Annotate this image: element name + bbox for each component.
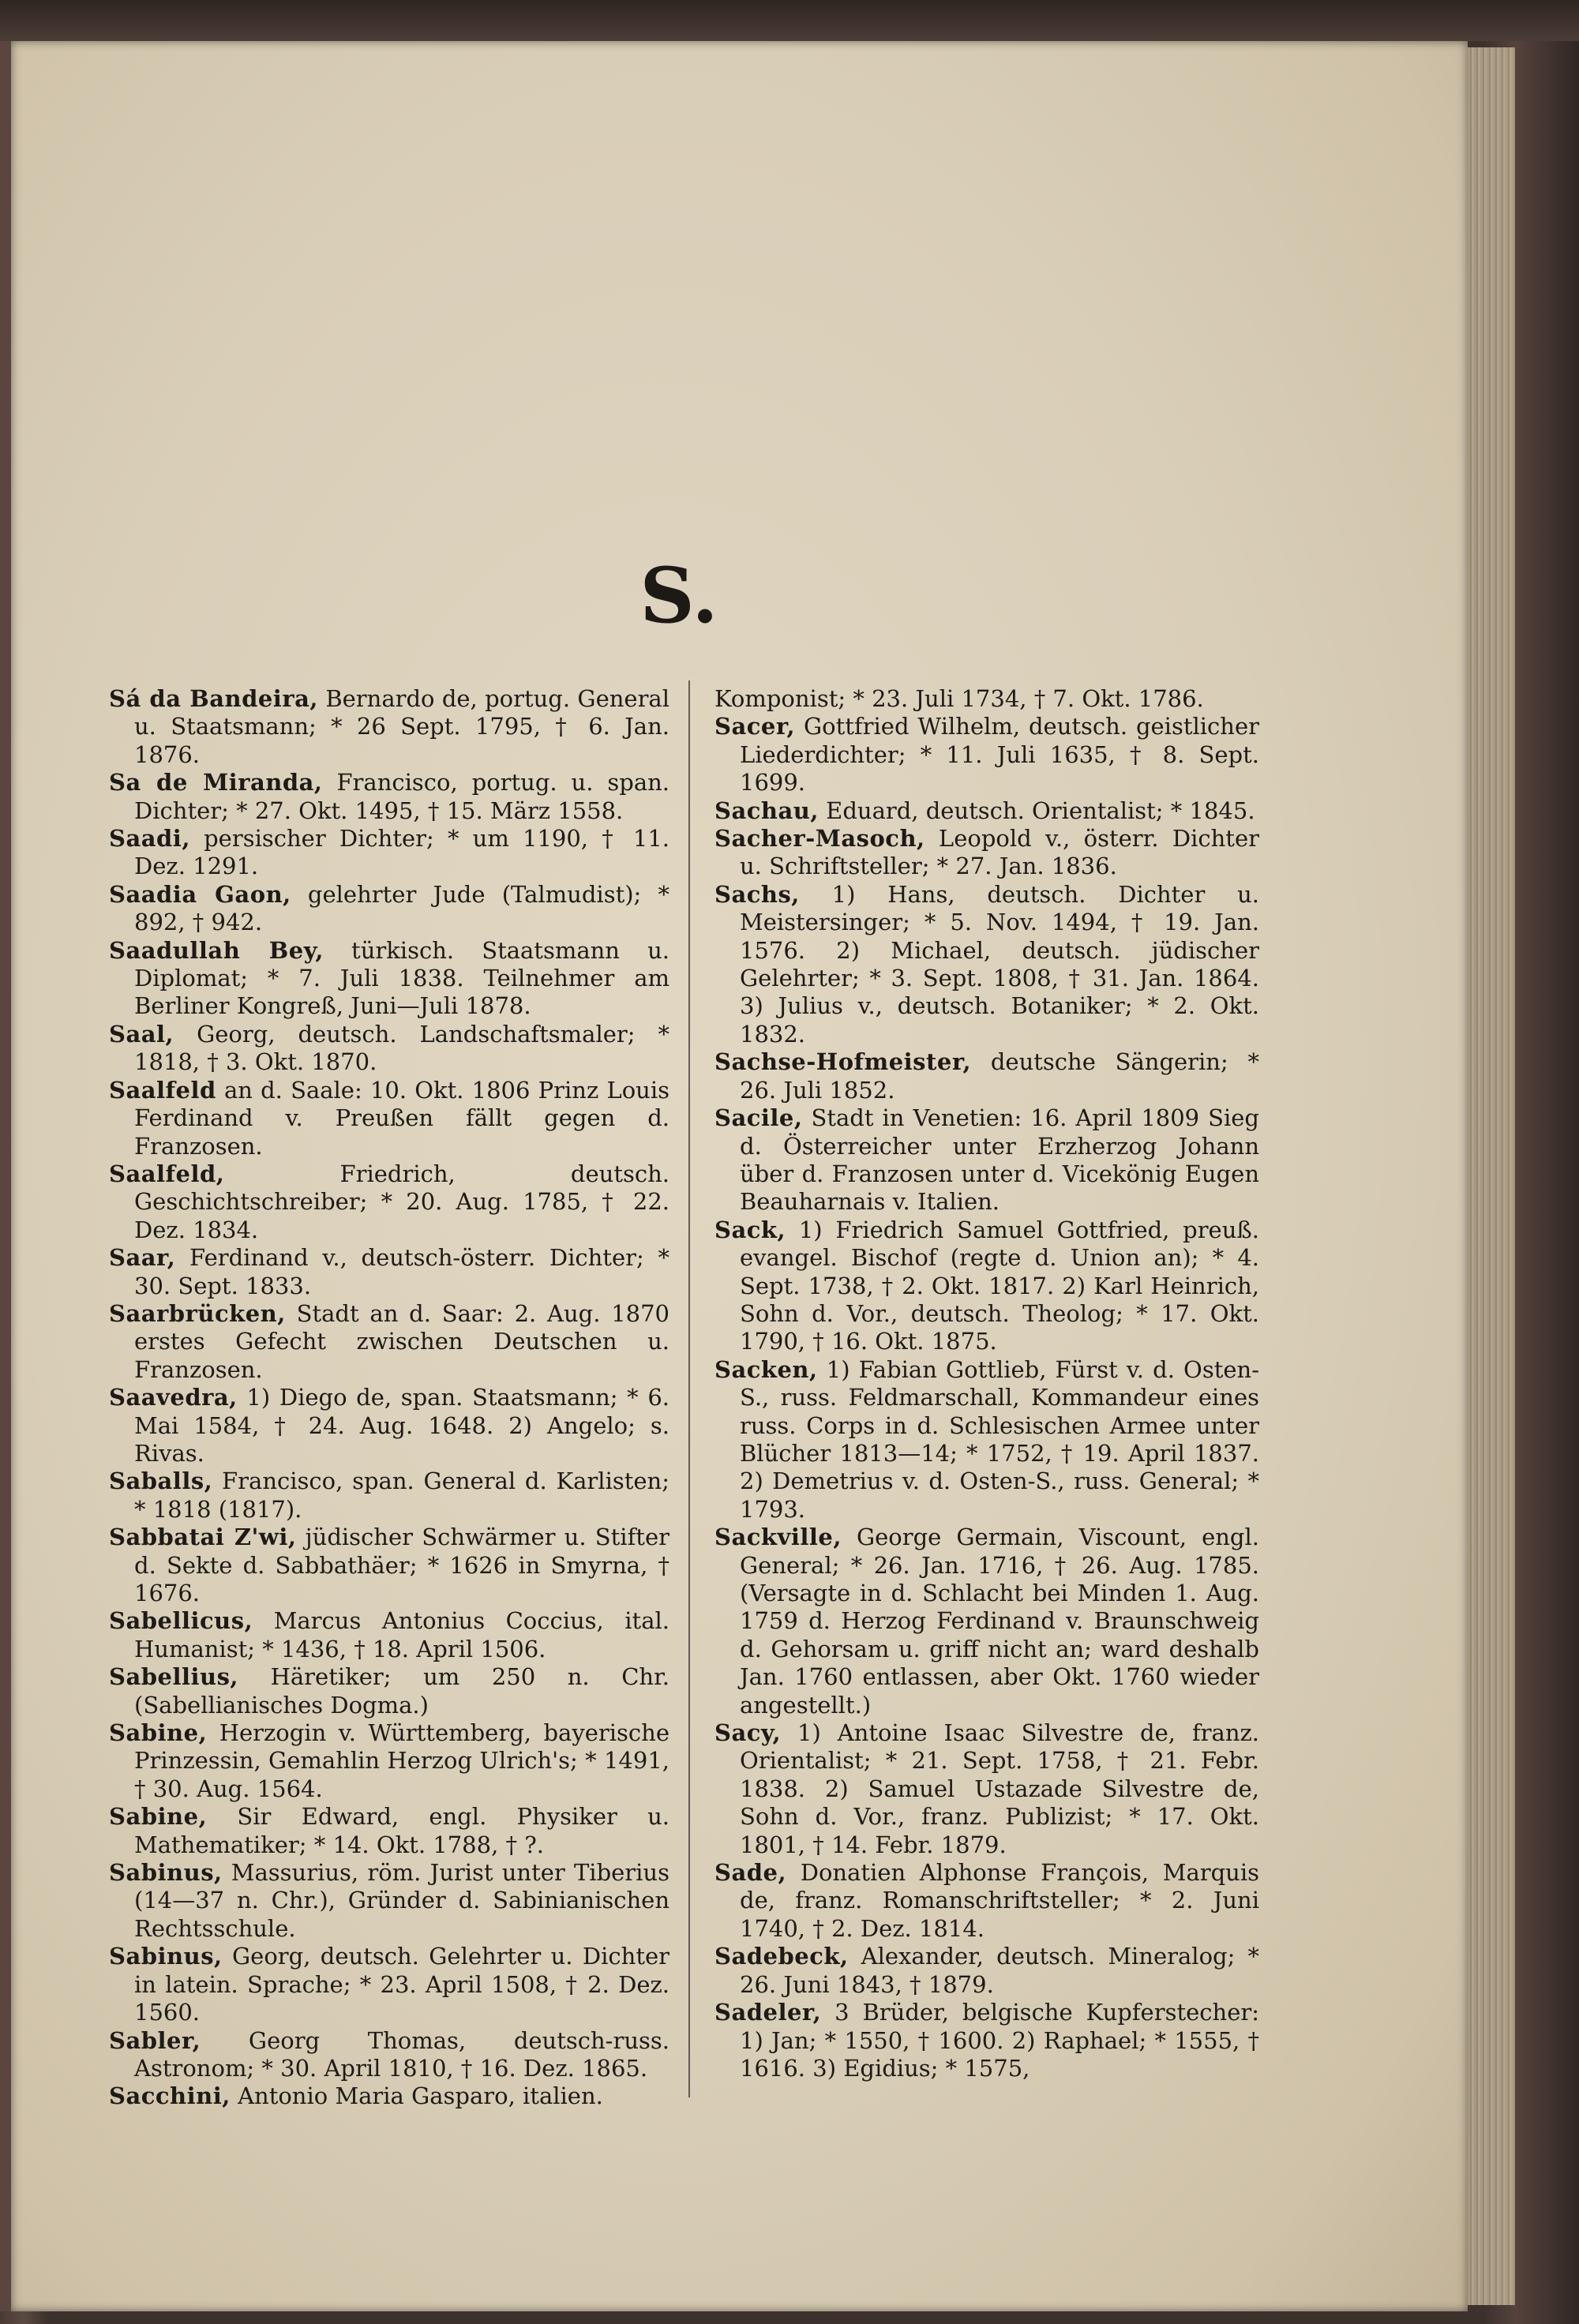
dictionary-entry (714, 797, 1259, 825)
entry-text: Georg Thomas, deutsch-russ. Astronom; * 30. April 1810, † 16. Dez. 1865. (134, 2026, 669, 2082)
entry-headword: Sadeler, (714, 1999, 822, 2026)
dictionary-entry (109, 2082, 669, 2110)
dictionary-entry (714, 1104, 1259, 1216)
section-letter: S. (639, 551, 718, 640)
entry-headword: Sacer, (714, 713, 796, 740)
entry-headword: Sabinus, (109, 1859, 223, 1887)
dictionary-entry (714, 825, 1259, 881)
entry-headword: Sacken, (714, 1355, 818, 1383)
entry-headword: Saalfeld (109, 1076, 216, 1104)
entry-text: 1) Fabian Gottlieb, Fürst v. d. Osten-S., russ. Feldmarschall, Kommandeur eines russ. Corps in d. Schlesischen Armee unter Blücher 1813—14; * 1752, † 19. April 1837. 2) Demetrius v. d. Osten-S., russ. General; * 1793. (740, 1355, 1259, 1523)
dictionary-entry (109, 1160, 669, 1244)
dictionary-entry (109, 1719, 669, 1803)
entry-headword: Saarbrücken, (109, 1299, 286, 1327)
dictionary-entry (109, 1943, 669, 2026)
entry-headword: Sackville, (714, 1524, 842, 1551)
entry-headword: Saadia Gaon, (109, 880, 291, 908)
dictionary-entry (109, 1077, 669, 1160)
entry-text: Alexander, deutsch. Mineralog; * 26. Juni 1843, † 1879. (740, 1943, 1259, 1998)
entry-headword: Sacchini, (109, 2082, 231, 2110)
entry-headword: Sachau, (714, 797, 819, 824)
entry-text: gelehrter Jude (Talmudist); * 892, † 942. (134, 880, 669, 936)
right-column (714, 685, 1259, 2082)
entry-text: Marcus Antonius Coccius, ital. Humanist; * 1436, † 18. April 1506. (134, 1607, 669, 1662)
dictionary-entry (109, 1803, 669, 1859)
entry-text: Massurius, röm. Jurist unter Tiberius (14—37 n. Chr.), Gründer d. Sabinianischen Rechtsschule. (134, 1859, 669, 1942)
dictionary-entry (714, 713, 1259, 797)
entry-headword: Sa de Miranda, (109, 769, 323, 797)
dictionary-entry (714, 1524, 1259, 1719)
entry-text: Georg, deutsch. Gelehrter u. Dichter in latein. Sprache; * 23. April 1508, † 2. Dez. 1560. (134, 1943, 669, 2026)
entry-headword: Saballs, (109, 1467, 213, 1495)
dictionary-entry (109, 1300, 669, 1384)
page-stack-edge (1468, 47, 1515, 2305)
entry-text: George Germain, Viscount, engl. General; * 26. Jan. 1716, † 26. Aug. 1785. (Versagte in d. Schlacht bei Minden 1. Aug. 1759 d. Herzog Ferdinand v. Braunschweig d. Gehorsam u. griff nicht an; ward deshalb Jan. 1760 entlassen, aber Okt. 1760 wieder angestellt.) (740, 1524, 1259, 1719)
entry-headword: Sabine, (109, 1803, 208, 1831)
entry-headword: Sabinus, (109, 1943, 223, 1970)
entry-text: Francisco, span. General d. Karlisten; * 1818 (1817). (134, 1467, 669, 1523)
dictionary-entry (109, 685, 669, 769)
entry-text: jüdischer Schwärmer u. Stifter d. Sekte d. Sabbathäer; * 1626 in Smyrna, † 1676. (134, 1524, 669, 1606)
entry-text: 1) Hans, deutsch. Dichter u. Meistersinger; * 5. Nov. 1494, † 19. Jan. 1576. 2) Michael, deutsch. jüdischer Gelehrter; * 3. Sept. 1808, † 31. Jan. 1864. 3) Julius v., deutsch. Botaniker; * 2. Okt. 1832. (740, 880, 1259, 1048)
dictionary-entry (109, 1607, 669, 1663)
entry-text: 1) Friedrich Samuel Gottfried, preuß. evangel. Bischof (regte d. Union an); * 4. Sept. 1738, † 2. Okt. 1817. 2) Karl Heinrich, Sohn d. Vor., deutsch. Theolog; * 17. Okt. 1790, † 16. Okt. 1875. (740, 1216, 1259, 1355)
entry-text: Stadt an d. Saar: 2. Aug. 1870 erstes Gefecht zwischen Deutschen u. Franzosen. (134, 1299, 669, 1383)
entry-text: Ferdinand v., deutsch-österr. Dichter; * 30. Sept. 1833. (134, 1244, 669, 1299)
dictionary-entry (714, 1216, 1259, 1356)
dictionary-entry (109, 1663, 669, 1719)
entry-headword: Saadullah Bey, (109, 936, 324, 964)
scan-top-edge (0, 0, 1579, 41)
entry-headword: Sabine, (109, 1719, 208, 1747)
dictionary-entry (714, 1999, 1259, 2082)
entry-text: Stadt in Venetien: 16. April 1809 Sieg d. Österreicher unter Erzherzog Johann über d. Franzosen unter d. Vicekönig Eugen Beauharnais v. Italien. (740, 1104, 1259, 1216)
entry-text: Friedrich, deutsch. Geschichtschreiber; * 20. Aug. 1785, † 22. Dez. 1834. (134, 1160, 669, 1243)
dictionary-entry (109, 881, 669, 937)
left-column (109, 685, 669, 2111)
entry-headword: Saar, (109, 1244, 176, 1272)
book-gutter (0, 41, 11, 2311)
dictionary-entry (714, 1943, 1259, 1999)
dictionary-entry (714, 685, 1259, 713)
entry-headword: Sabler, (109, 2026, 201, 2054)
entry-text: Antonio Maria Gasparo, italien. (230, 2082, 603, 2110)
entry-headword: Sachse-Hofmeister, (714, 1048, 972, 1076)
entry-text: Herzogin v. Württemberg, bayerische Prinzessin, Gemahlin Herzog Ulrich's; * 1491, † 30. Aug. 1564. (134, 1719, 669, 1802)
entry-headword: Sachs, (714, 880, 800, 908)
dictionary-entry (109, 1384, 669, 1467)
entry-headword: Sadebeck, (714, 1943, 849, 1970)
dictionary-entry (109, 937, 669, 1021)
entry-text: Gottfried Wilhelm, deutsch. geistlicher Liederdichter; * 11. Juli 1635, † 8. Sept. 1699. (740, 713, 1259, 797)
entry-headword: Sade, (714, 1859, 787, 1887)
dictionary-entry (109, 2027, 669, 2083)
entry-headword: Sabellius, (109, 1663, 239, 1691)
dictionary-entry (714, 1859, 1259, 1943)
entry-headword: Sá da Bandeira, (109, 685, 318, 712)
entry-text: türkisch. Staatsmann u. Diplomat; * 7. Juli 1838. Teilnehmer am Berliner Kongreß, Juni—Juli 1878. (134, 936, 669, 1020)
entry-text: Georg, deutsch. Landschaftsmaler; * 1818, † 3. Okt. 1870. (134, 1020, 669, 1076)
entry-headword: Sacile, (714, 1104, 803, 1132)
dictionary-entry (714, 1356, 1259, 1524)
entry-headword: Sacher-Masoch, (714, 825, 925, 853)
entry-headword: Saal, (109, 1020, 174, 1048)
entry-text: Sir Edward, engl. Physiker u. Mathematiker; * 14. Okt. 1788, † ?. (134, 1803, 669, 1858)
dictionary-entry (109, 769, 669, 825)
entry-text: Francisco, portug. u. span. Dichter; * 27. Okt. 1495, † 15. März 1558. (134, 769, 670, 824)
dictionary-entry (714, 1048, 1259, 1104)
entry-text: 1) Antoine Isaac Silvestre de, franz. Orientalist; * 21. Sept. 1758, † 21. Febr. 1838. 2) Samuel Ustazade Silvestre de, Sohn d. Vor., franz. Publizist; * 17. Okt. 1801, † 14. Febr. 1879. (740, 1719, 1259, 1858)
entry-headword: Saavedra, (109, 1384, 238, 1411)
dictionary-entry (109, 1859, 669, 1943)
dictionary-entry (714, 1719, 1259, 1859)
dictionary-entry (109, 1524, 669, 1607)
entry-text: Leopold v., österr. Dichter u. Schriftsteller; * 27. Jan. 1836. (740, 825, 1259, 880)
column-divider (688, 680, 690, 2097)
entry-headword: Saadi, (109, 825, 190, 853)
entry-text: deutsche Sängerin; * 26. Juli 1852. (740, 1048, 1259, 1104)
entry-text: Bernardo de, portug. General u. Staatsmann; * 26 Sept. 1795, † 6. Jan. 1876. (134, 685, 669, 768)
entry-headword: Sabellicus, (109, 1607, 253, 1635)
entry-text: 1) Diego de, span. Staatsmann; * 6. Mai 1584, † 24. Aug. 1648. 2) Angelo; s. Rivas. (134, 1384, 669, 1467)
entry-text: an d. Saale: 10. Okt. 1806 Prinz Louis Ferdinand v. Preußen fällt gegen d. Franzosen. (134, 1076, 669, 1160)
dictionary-entry (714, 881, 1259, 1048)
entry-headword: Sack, (714, 1216, 786, 1243)
entry-headword: Sabbatai Z'wi, (109, 1524, 297, 1551)
dictionary-entry (109, 1244, 669, 1300)
entry-headword: Sacy, (714, 1719, 782, 1747)
dictionary-entry (109, 1021, 669, 1077)
entry-text: Donatien Alphonse François, Marquis de, franz. Romanschriftsteller; * 2. Juni 1740, † 2. Dez. 1814. (740, 1859, 1259, 1942)
entry-text: persischer Dichter; * um 1190, † 11. Dez. 1291. (134, 825, 669, 880)
entry-text: Komponist; * 23. Juli 1734, † 7. Okt. 1786. (714, 685, 1204, 712)
dictionary-entry (109, 1467, 669, 1524)
entry-text: 3 Brüder, belgische Kupferstecher: 1) Jan; * 1550, † 1600. 2) Raphael; * 1555, † 1616. 3) Egidius; * 1575, (740, 1999, 1259, 2082)
dictionary-entry (109, 825, 669, 881)
entry-text: Häretiker; um 250 n. Chr. (Sabellianisches Dogma.) (134, 1663, 669, 1719)
entry-text: Eduard, deutsch. Orientalist; * 1845. (818, 797, 1255, 824)
entry-headword: Saalfeld, (109, 1160, 225, 1187)
